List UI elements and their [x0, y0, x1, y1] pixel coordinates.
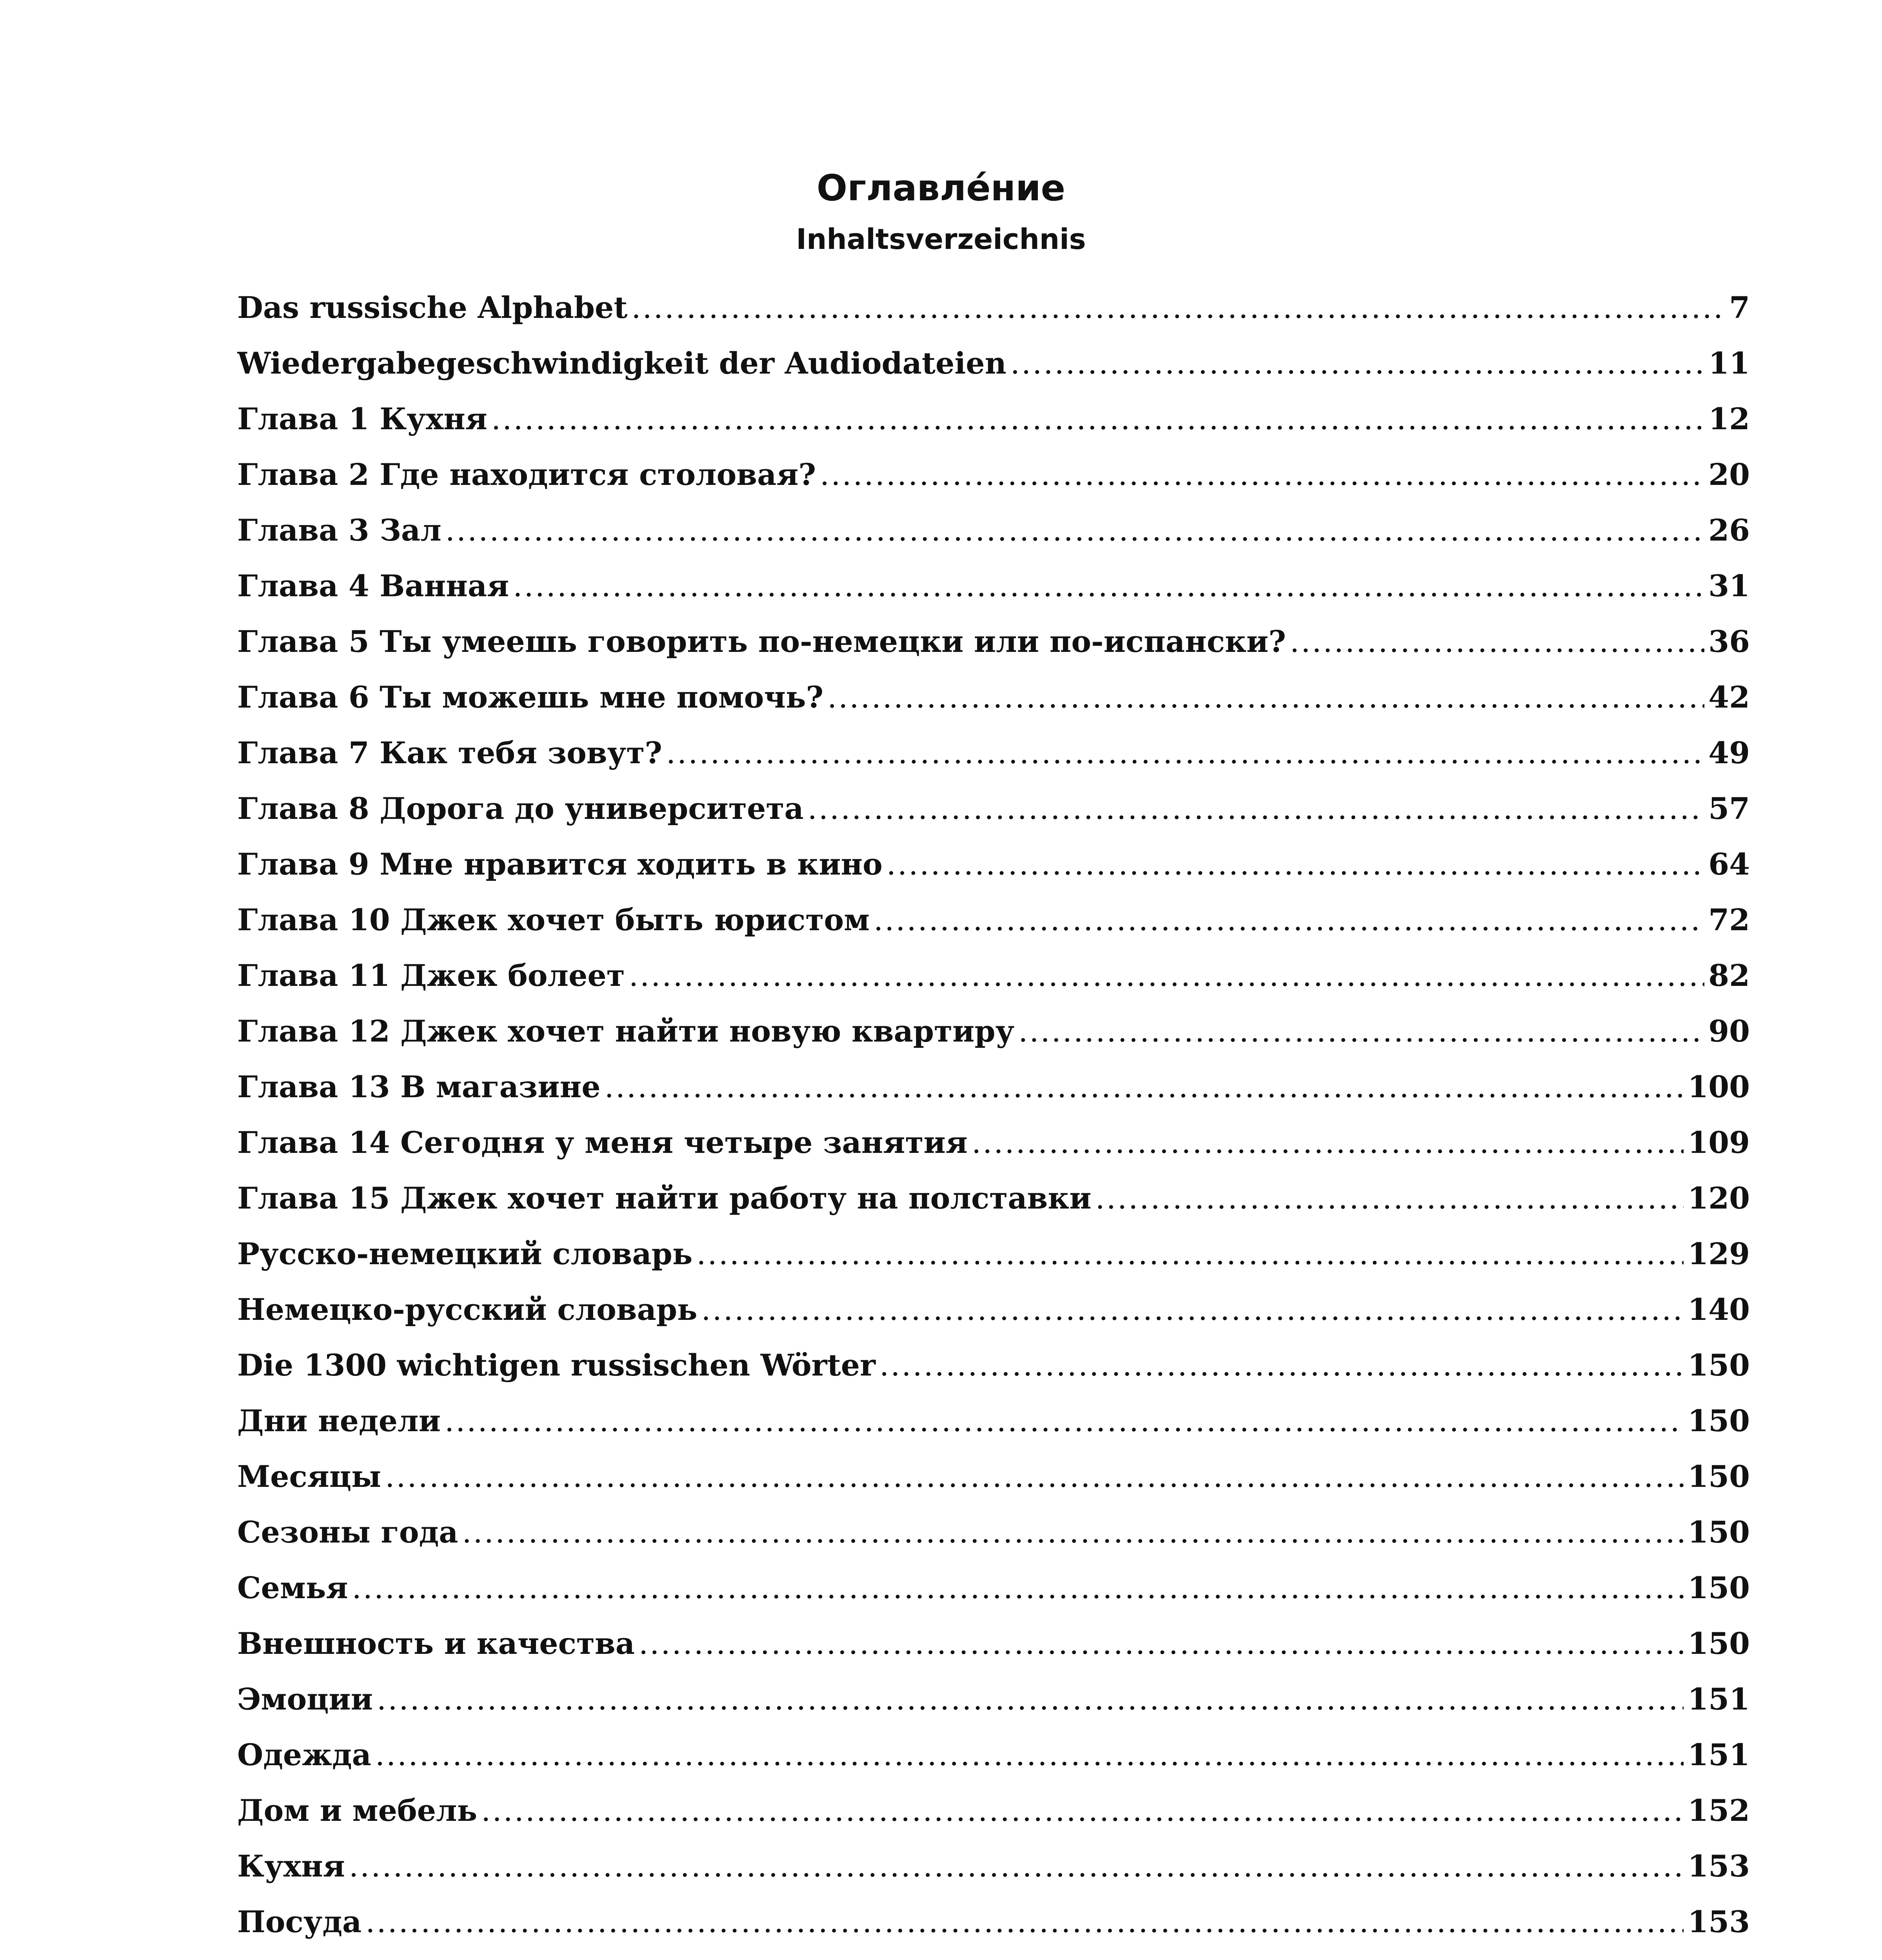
toc-entry-title: Die 1300 wichtigen russischen Wörter	[237, 1348, 876, 1383]
toc-entry-title: Глава 2 Где находится столовая?	[237, 457, 816, 492]
toc-entry-page-number: 11	[1708, 346, 1750, 381]
toc-entry-page-number: 7	[1729, 290, 1750, 325]
toc-dot-leader	[385, 1449, 1684, 1504]
toc-entry[interactable]	[237, 892, 1750, 948]
toc-entry[interactable]	[237, 1616, 1750, 1671]
toc-entry[interactable]	[237, 1671, 1750, 1727]
toc-entry-title: Немецко-русский словарь	[237, 1292, 698, 1327]
toc-entry[interactable]	[237, 781, 1750, 837]
toc-entry[interactable]	[237, 1282, 1750, 1338]
toc-entry-page-number: 12	[1708, 401, 1750, 436]
toc-dot-leader	[1010, 336, 1704, 391]
toc-entry-page-number: 150	[1688, 1348, 1750, 1383]
toc-entry-title: Сезоны года	[237, 1515, 458, 1550]
toc-entry-title: Семья	[237, 1570, 348, 1605]
toc-entry-title	[237, 1950, 299, 1960]
toc-entry-page-number: 49	[1708, 735, 1750, 770]
toc-entry-title: Глава 6 Ты можешь мне помочь?	[237, 680, 824, 715]
toc-dot-leader	[820, 447, 1704, 503]
toc-entry[interactable]	[237, 336, 1750, 391]
toc-entry[interactable]	[237, 391, 1750, 447]
toc-dot-leader	[491, 391, 1704, 447]
toc-entry-title: Глава 7 Как тебя зовут?	[237, 735, 662, 770]
toc-entry-page-number: 150	[1688, 1570, 1750, 1605]
toc-entry[interactable]	[237, 948, 1750, 1004]
toc-entry[interactable]	[237, 1783, 1750, 1838]
toc-entry-page-number: 26	[1708, 513, 1750, 548]
toc-entry-title: Глава 1 Кухня	[237, 401, 488, 436]
toc-entry[interactable]	[237, 1727, 1750, 1783]
toc-dot-leader	[887, 837, 1704, 892]
toc-entry-title: Глава 10 Джек хочет быть юристом	[237, 902, 870, 937]
toc-entry[interactable]	[237, 1004, 1750, 1059]
toc-entry-page-number: 120	[1688, 1181, 1750, 1216]
toc-dot-leader	[462, 1504, 1684, 1560]
toc-entry-title: Месяцы	[237, 1459, 381, 1494]
toc-entry[interactable]	[237, 503, 1750, 558]
toc-entry[interactable]	[237, 1171, 1750, 1226]
toc-dot-leader	[631, 280, 1725, 336]
toc-dot-leader	[605, 1059, 1684, 1115]
toc-dot-leader	[1290, 614, 1704, 670]
toc-entry-page-number: 109	[1688, 1125, 1750, 1160]
toc-entry-title: Одежда	[237, 1737, 371, 1772]
toc-dot-leader	[513, 558, 1704, 614]
table-of-contents	[237, 280, 1750, 1960]
toc-entry-title: Глава 4 Ванная	[237, 568, 509, 603]
toc-dot-leader	[349, 1838, 1684, 1894]
toc-entry-title: Русско-немецкий словарь	[237, 1236, 693, 1271]
toc-entry-title: Wiedergabegeschwindigkeit der Audiodateien	[237, 346, 1006, 381]
toc-dot-leader	[808, 781, 1705, 837]
toc-entry-page-number: 57	[1708, 791, 1750, 826]
toc-dot-leader	[481, 1783, 1684, 1838]
page-subtitle: Inhaltsverzeichnis	[796, 223, 1086, 256]
toc-entry-page-number: 100	[1688, 1069, 1750, 1104]
toc-entry[interactable]	[237, 1226, 1750, 1282]
toc-dot-leader	[666, 725, 1704, 781]
toc-entry[interactable]	[237, 614, 1750, 670]
toc-entry[interactable]	[237, 837, 1750, 892]
toc-entry[interactable]	[237, 1393, 1750, 1449]
toc-dot-leader	[303, 1950, 1684, 1960]
toc-dot-leader	[445, 1393, 1684, 1449]
toc-entry-page-number: 90	[1708, 1014, 1750, 1049]
toc-entry[interactable]	[237, 558, 1750, 614]
toc-dot-leader	[352, 1560, 1684, 1616]
toc-dot-leader	[874, 892, 1704, 948]
toc-entry-page-number: 82	[1708, 958, 1750, 993]
toc-entry-title: Эмоции	[237, 1682, 373, 1717]
toc-entry-page-number: 129	[1688, 1236, 1750, 1271]
toc-entry-page-number: 151	[1688, 1737, 1750, 1772]
toc-entry[interactable]	[237, 280, 1750, 336]
toc-dot-leader	[377, 1671, 1684, 1727]
toc-entry[interactable]	[237, 1560, 1750, 1616]
toc-dot-leader	[1095, 1171, 1684, 1226]
toc-entry-page-number	[1688, 1950, 1750, 1960]
toc-entry-title: Внешность и качества	[237, 1626, 635, 1661]
toc-dot-leader	[696, 1226, 1684, 1282]
toc-entry-title: Глава 11 Джек болеет	[237, 958, 625, 993]
toc-entry[interactable]	[237, 1449, 1750, 1504]
toc-dot-leader	[827, 670, 1704, 725]
toc-entry-page-number: 36	[1708, 624, 1750, 659]
toc-entry[interactable]	[237, 670, 1750, 725]
toc-entry-page-number: 140	[1688, 1292, 1750, 1327]
toc-dot-leader	[639, 1616, 1684, 1671]
toc-entry-title: Глава 3 Зал	[237, 513, 441, 548]
toc-entry[interactable]	[237, 1338, 1750, 1393]
toc-entry-title: Глава 15 Джек хочет найти работу на полставки	[237, 1181, 1092, 1216]
toc-dot-leader	[365, 1894, 1684, 1950]
toc-dot-leader	[445, 503, 1704, 558]
toc-entry-page-number: 152	[1688, 1793, 1750, 1828]
toc-entry-page-number: 42	[1708, 680, 1750, 715]
toc-entry-page-number: 150	[1688, 1403, 1750, 1438]
toc-entry[interactable]	[237, 1894, 1750, 1950]
toc-entry-title: Глава 13 В магазине	[237, 1069, 601, 1104]
toc-entry-page-number: 151	[1688, 1682, 1750, 1717]
toc-entry-title: Посуда	[237, 1904, 362, 1939]
toc-entry-title: Глава 12 Джек хочет найти новую квартиру	[237, 1014, 1015, 1049]
toc-entry[interactable]	[237, 1950, 1750, 1960]
toc-dot-leader	[701, 1282, 1684, 1338]
toc-entry[interactable]	[237, 447, 1750, 503]
toc-dot-leader	[972, 1115, 1684, 1171]
toc-dot-leader	[1018, 1004, 1704, 1059]
toc-entry-title: Глава 8 Дорога до университета	[237, 791, 804, 826]
toc-dot-leader	[375, 1727, 1684, 1783]
toc-entry[interactable]	[237, 1838, 1750, 1894]
toc-dot-leader	[629, 948, 1704, 1004]
toc-entry-title: Дом и мебель	[237, 1793, 478, 1828]
toc-entry[interactable]	[237, 725, 1750, 781]
toc-dot-leader	[879, 1338, 1684, 1393]
toc-entry-page-number: 150	[1688, 1515, 1750, 1550]
toc-entry-title: Кухня	[237, 1849, 345, 1884]
toc-entry-title: Глава 5 Ты умеешь говорить по-немецки или по-испански?	[237, 624, 1286, 659]
toc-entry[interactable]	[237, 1115, 1750, 1171]
toc-entry-page-number: 64	[1708, 847, 1750, 882]
toc-entry-title: Глава 14 Сегодня у меня четыре занятия	[237, 1125, 968, 1160]
toc-entry-page-number: 20	[1708, 457, 1750, 492]
toc-entry-title: Das russische Alphabet	[237, 290, 628, 325]
toc-entry-page-number: 150	[1688, 1459, 1750, 1494]
toc-entry[interactable]	[237, 1059, 1750, 1115]
toc-entry-title: Дни недели	[237, 1403, 441, 1438]
toc-entry-page-number: 153	[1688, 1849, 1750, 1884]
toc-entry[interactable]	[237, 1504, 1750, 1560]
toc-entry-page-number: 31	[1708, 568, 1750, 603]
toc-entry-title: Глава 9 Мне нравится ходить в кино	[237, 847, 883, 882]
toc-entry-page-number: 150	[1688, 1626, 1750, 1661]
toc-entry-page-number: 72	[1708, 902, 1750, 937]
page-title: Оглавле́ние	[816, 167, 1066, 209]
toc-entry-page-number: 153	[1688, 1904, 1750, 1939]
